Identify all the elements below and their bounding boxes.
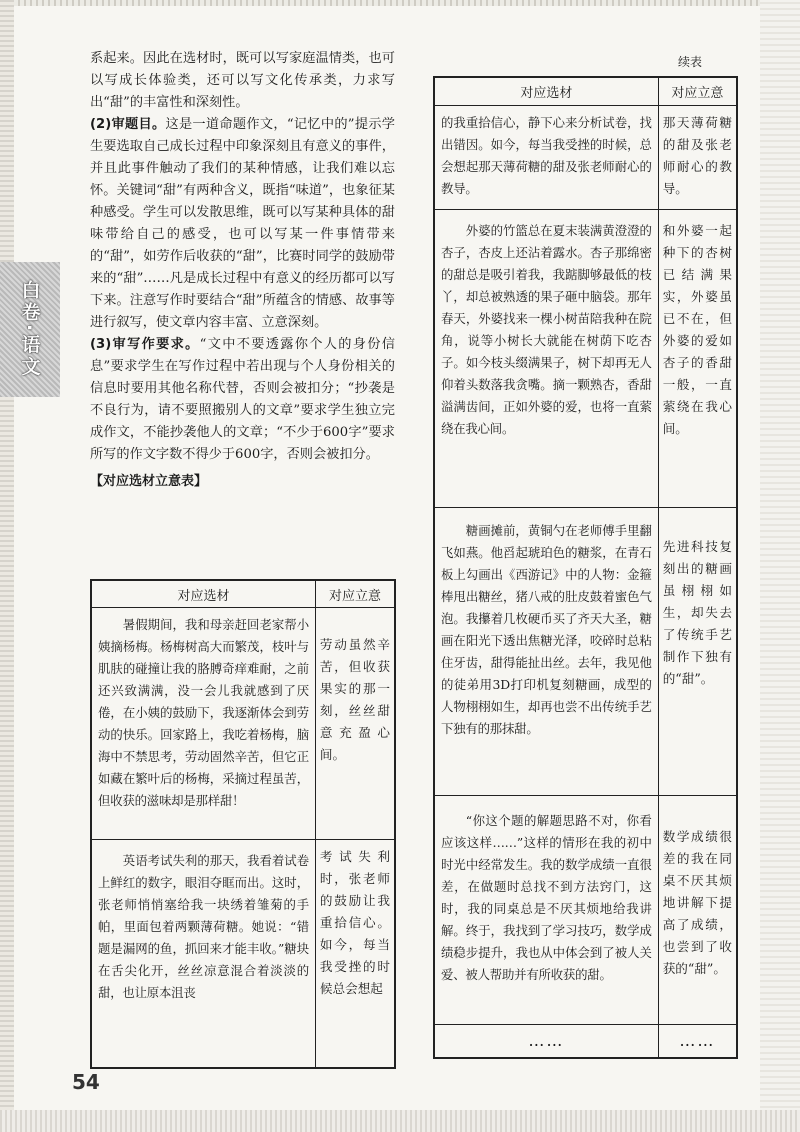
page-edge-bottom xyxy=(0,1110,800,1132)
material-cell: 外婆的竹篮总在夏末装满黄澄澄的杏子，杏皮上还沾着露水。杏子那绵密的甜总是吸引着我，我踮脚够最低的枝丫，却总被熟透的果子砸中脑袋。那年春天，外婆找来一棵小树苗陪我种在院角，说等小树长大就能在树荫下吃杏子。如今枝头缀满果子，树下却再无人仰着头数落我贪嘴。摘一颗熟杏，香甜溢满齿间，正如外婆的爱，也将一直萦绕在我心间。 xyxy=(434,209,658,508)
header-material: 对应选材 xyxy=(434,77,658,105)
theme-cell: 那天薄荷糖的甜及张老师耐心的教导。 xyxy=(658,105,737,209)
table-row xyxy=(434,508,737,796)
table-row xyxy=(434,1025,737,1059)
table-row xyxy=(434,209,737,508)
table-row xyxy=(91,608,395,840)
material-cell: 暑假期间，我和母亲赶回老家帮小姨摘杨梅。杨梅树高大而繁茂，枝叶与肌肤的碰撞让我的胳膊奇痒难耐，之前还兴致满满，没一会儿我就感到了厌倦，在小姨的鼓励下，我逐渐体会到劳动的快乐。回家路上，我吃着杨梅，脑海中不禁思考，劳动固然辛苦，但它正如藏在繁叶后的杨梅，采摘过程虽苦，但收获的滋味却是那样甜！ xyxy=(91,608,315,840)
theme-cell: 考试失利时，张老师的鼓励让我重拾信心。如今，每当我受挫的时候总会想起 xyxy=(315,840,395,1069)
theme-cell: 数学成绩很差的我在同桌不厌其烦地讲解下提高了成绩，也尝到了收获的“甜”。 xyxy=(658,796,737,1025)
table-row xyxy=(434,105,737,209)
theme-cell: 劳动虽然辛苦，但收获果实的那一刻，丝丝甜意充盈心间。 xyxy=(315,608,395,840)
intro-paragraph-3 xyxy=(90,334,395,466)
material-cell: 的我重拾信心，静下心来分析试卷，找出错因。如今，每当我受挫的时候，总会想起那天薄荷糖的甜及张老师耐心的教导。 xyxy=(434,105,658,209)
ellipsis-cell: …… xyxy=(658,1025,737,1059)
step-2-text: 这是一道命题作文，“记忆中的”提示学生要选取自己成长过程中印象深刻且有意义的事件，并且此事件触动了我们的某种情感，让我们难以忘怀。关键词“甜”有两种含义，既指“味道”，也象征某种感受。学生可以发散思维，既可以写某种具体的甜味带给自己的感受，也可以写某一件事情带来的“甜”，如劳作后收获的“甜”，比赛时同学的鼓励带来的“甜”……凡是成长过程中有意义的经历都可以写下来。注意写作时要结合“甜”所蕴含的情感、故事等进行叙写，使文章内容丰富、立意深刻。 xyxy=(90,117,395,330)
side-tab xyxy=(0,262,60,397)
header-material: 对应选材 xyxy=(91,580,315,608)
theme-cell: 先进科技复刻出的糖画虽栩栩如生，却失去了传统手艺制作下独有的“甜”。 xyxy=(658,508,737,796)
page-edge-left xyxy=(0,0,14,1132)
left-column xyxy=(90,48,395,493)
page-edge-right xyxy=(760,0,800,1132)
side-tab-label: 白卷·语文 xyxy=(18,280,41,379)
header-theme: 对应立意 xyxy=(315,580,395,608)
step-3-label: (3)审写作要求。 xyxy=(90,337,200,352)
header-theme: 对应立意 xyxy=(658,77,737,105)
page-edge-top xyxy=(0,0,800,6)
intro-paragraph-1: 系起来。因此在选材时，既可以写家庭温情类，也可以写成长体验类，还可以写文化传承类，力求写出“甜”的丰富性和深刻性。 xyxy=(90,51,395,110)
table-header-row xyxy=(91,580,395,608)
continued-label: 续表 xyxy=(678,55,703,69)
material-table-right xyxy=(433,76,738,1059)
material-cell: 英语考试失利的那天，我看着试卷上鲜红的数字，眼泪夺眶而出。这时，张老师悄悄塞给我一块绣着雏菊的手帕，里面包着两颗薄荷糖。她说：“错题是漏网的鱼，抓回来才能丰收。”糖块在舌尖化开，丝丝凉意混合着淡淡的甜，也让原本沮丧 xyxy=(91,840,315,1069)
ellipsis-cell: …… xyxy=(434,1025,658,1059)
theme-cell: 和外婆一起种下的杏树已结满果实，外婆虽已不在，但外婆的爱如杏子的香甜一般，一直萦绕在我心间。 xyxy=(658,209,737,508)
material-cell: “你这个题的解题思路不对，你看应该这样……”这样的情形在我的初中时光中经常发生。我的数学成绩一直很差，在做题时总找不到方法窍门，这时，我的同桌总是不厌其烦地给我讲解。终于，我找到了学习技巧，数学成绩稳步提升，我也从中体会到了被人关爱、被人帮助并有所收获的甜。 xyxy=(434,796,658,1025)
step-3-text: “文中不要透露你个人的身份信息”要求学生在写作过程中若出现与个人身份相关的信息时要用其他名称代替，否则会被扣分；“抄袭是不良行为，请不要照搬别人的文章”要求学生独立完成作文，不能抄袭他人的文章；“不少于600字”要求所写的作文字数不得少于600字，否则会被扣分。 xyxy=(90,337,395,462)
material-table-left xyxy=(90,579,396,1069)
page-number: 54 xyxy=(72,1070,100,1094)
table-header-row xyxy=(434,77,737,105)
table-row xyxy=(434,796,737,1025)
table-title: 【对应选材立意表】 xyxy=(90,474,208,489)
material-cell: 糖画摊前，黄铜勺在老师傅手里翻飞如燕。他舀起琥珀色的糖浆，在青石板上勾画出《西游记》中的人物：金箍棒甩出糖丝，猪八戒的肚皮鼓着蜜色气泡。我攥着几枚硬币买了齐天大圣，糖画在阳光下透出焦糖光泽，咬碎时总粘住牙齿，甜得能扯出丝。去年，我见他的徒弟用3D打印机复刻糖画，成型的人物栩栩如生，却再也尝不出传统手艺下独有的那抹甜。 xyxy=(434,508,658,796)
table-row xyxy=(91,840,395,1069)
step-2-label: (2)审题目。 xyxy=(90,117,166,132)
intro-paragraph-2 xyxy=(90,114,395,334)
